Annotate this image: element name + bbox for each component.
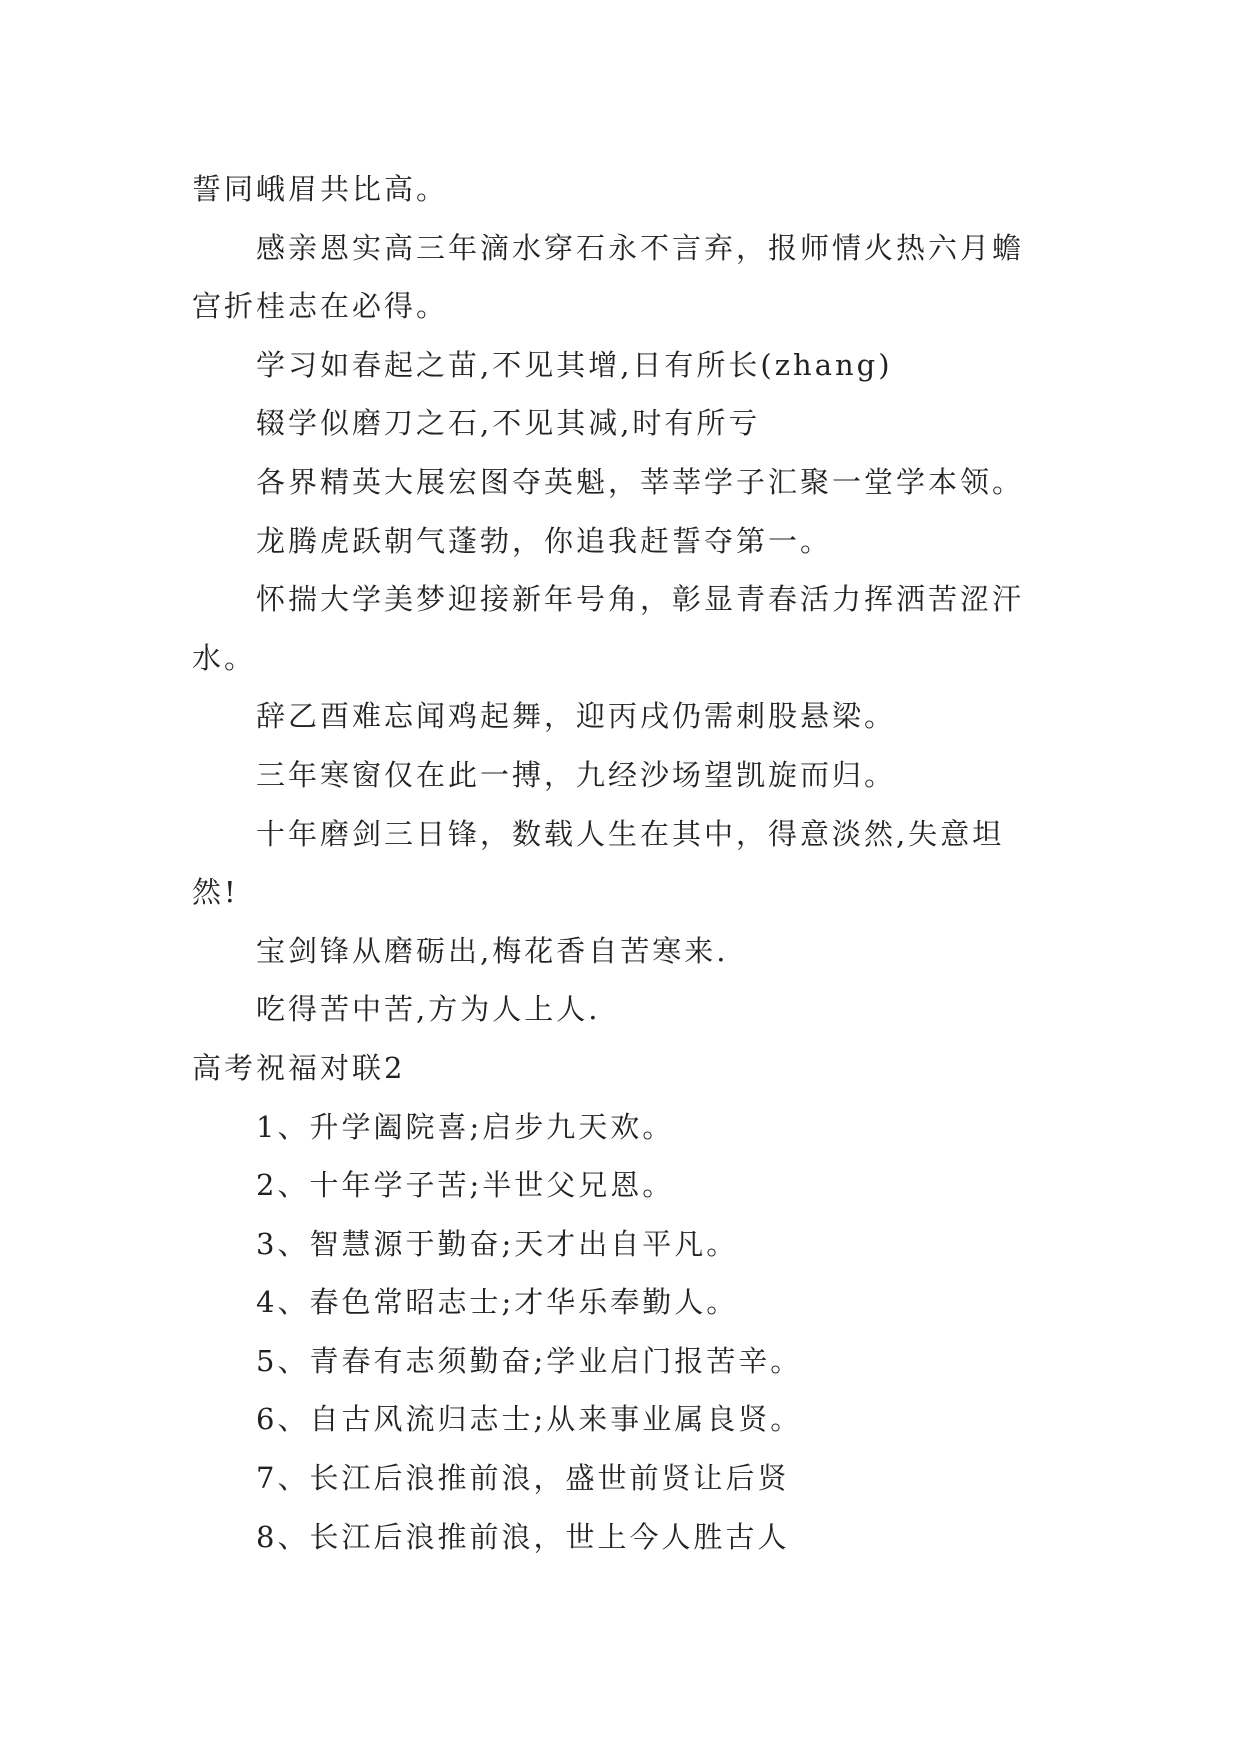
text-line: 誓同峨眉共比高。 <box>192 172 449 206</box>
text-line: 吃得苦中苦,方为人上人. <box>256 992 601 1027</box>
list-item: 6、自古风流归志士;从来事业属良贤。 <box>256 1402 803 1437</box>
text-line: 水。 <box>192 640 257 675</box>
text-line: 宝剑锋从磨砺出,梅花香自苦寒来. <box>256 933 729 968</box>
text-line: 怀揣大学美梦迎接新年号角，彰显青春活力挥洒苦涩汗 <box>256 582 1025 617</box>
section-heading: 高考祝福对联2 <box>192 1050 406 1085</box>
text-line: 宫折桂志在必得。 <box>192 289 449 324</box>
text-line: 学习如春起之苗,不见其增,日有所长(zhang) <box>256 347 893 382</box>
text-line: 三年寒窗仅在此一搏，九经沙场望凯旋而归。 <box>256 757 897 792</box>
text-line: 然! <box>192 875 239 910</box>
list-item: 7、长江后浪推前浪，盛世前贤让后贤 <box>256 1461 790 1496</box>
text-line: 辍学似磨刀之石,不见其减,时有所亏 <box>256 406 761 441</box>
list-item: 3、智慧源于勤奋;天才出自平凡。 <box>256 1226 739 1261</box>
text-line: 龙腾虎跃朝气蓬勃，你追我赶誓夺第一。 <box>256 523 833 558</box>
document-body <box>192 160 1052 1566</box>
text-line: 辞乙酉难忘闻鸡起舞，迎丙戌仍需刺股悬梁。 <box>256 699 897 734</box>
text-line: 感亲恩实高三年滴水穿石永不言弃，报师情火热六月蟾 <box>256 230 1025 265</box>
list-item: 8、长江后浪推前浪，世上今人胜古人 <box>256 1519 790 1554</box>
text-line: 各界精英大展宏图夺英魁，莘莘学子汇聚一堂学本领。 <box>256 464 1025 499</box>
list-item: 1、升学阖院喜;启步九天欢。 <box>256 1109 675 1144</box>
list-item: 5、青春有志须勤奋;学业启门报苦辛。 <box>256 1343 803 1378</box>
list-item: 4、春色常昭志士;才华乐奉勤人。 <box>256 1285 739 1320</box>
list-item: 2、十年学子苦;半世父兄恩。 <box>256 1168 675 1203</box>
text-line: 十年磨剑三日锋，数载人生在其中，得意淡然,失意坦 <box>256 816 1005 851</box>
